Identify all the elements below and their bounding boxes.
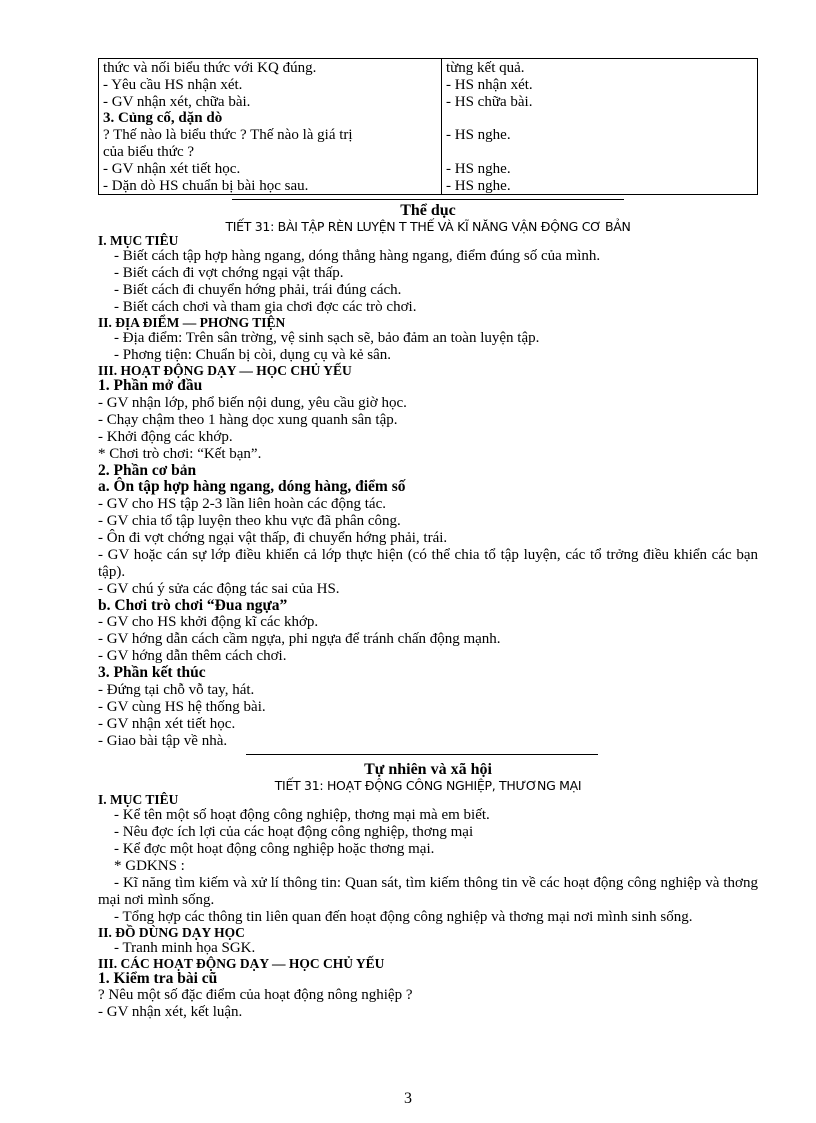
table-line: - GV nhận xét tiết học. xyxy=(103,160,241,177)
table-line: thức và nối biểu thức với KQ đúng. xyxy=(103,60,317,76)
list-item: - GV hớng dẫn cách cầm ngựa, phi ngựa để tránh chấn động mạnh. xyxy=(98,631,501,648)
list-item: - Chạy chậm theo 1 hàng dọc xung quanh sân tập. xyxy=(98,411,398,428)
list-item: - Đứng tại chỗ vỗ tay, hát. xyxy=(98,681,255,698)
section-heading: III. CÁC HOẠT ĐỘNG DẠY — HỌC CHỦ YẾU xyxy=(98,955,385,971)
subsection-heading: 2. Phần cơ bản xyxy=(98,461,197,479)
list-item: - Nêu đợc ích lợi của các hoạt động công nghiệp, thơng mại xyxy=(114,823,474,840)
list-item: - GV nhận xét, kết luận. xyxy=(98,1004,243,1021)
lesson-title: TIẾT 31: BÀI TẬP RÈN LUYỆN T THẾ VÀ KĨ NĂNG VẬN ĐỘNG CƠ BẢN xyxy=(225,219,631,235)
section-heading: II. ĐỒ DÙNG DẠY HỌC xyxy=(98,924,245,940)
subject-title: Thể dục xyxy=(400,202,456,220)
subject-title: Tự nhiên và xã hội xyxy=(364,760,492,778)
list-item: - GV hớng dẫn thêm cách chơi. xyxy=(98,648,287,665)
list-item: - Khởi động các khớp. xyxy=(98,428,233,445)
list-item: - Biết cách đi vợt chớng ngại vật thấp. xyxy=(114,265,344,282)
list-item: ? Nêu một số đặc điểm của hoạt động nông nghiệp ? xyxy=(98,987,413,1004)
table-line xyxy=(446,110,753,127)
page-number: 3 xyxy=(404,1090,412,1107)
section-heading: I. MỤC TIÊU xyxy=(98,791,179,807)
table-line: - Dặn dò HS chuẩn bị bài học sau. xyxy=(103,177,309,194)
table-line: - HS chữa bài. xyxy=(446,93,533,110)
table-line xyxy=(446,144,753,161)
list-item: - Ôn đi vợt chớng ngại vật thấp, đi chuyển hớng phải, trái. xyxy=(98,529,448,546)
list-item: - Phơng tiện: Chuẩn bị còi, dụng cụ và kẻ sân. xyxy=(114,347,392,364)
list-item: - GV cho HS khởi động kĩ các khớp. xyxy=(98,614,319,631)
section-divider xyxy=(246,754,598,755)
list-item: - Kể đợc một hoạt động công nghiệp hoặc thơng mại. xyxy=(114,840,435,857)
list-item: - Tranh minh họa SGK. xyxy=(114,939,256,956)
subsection-heading: b. Chơi trò chơi “Đua ngựa” xyxy=(98,596,288,614)
document-page xyxy=(98,58,758,1021)
list-item: - Kể tên một số hoạt động công nghiệp, thơng mại mà em biết. xyxy=(114,806,490,823)
list-item: - GV cùng HS hệ thống bài. xyxy=(98,698,266,715)
list-item: - Địa điểm: Trên sân trờng, vệ sinh sạch sẽ, bảo đảm an toàn luyện tập. xyxy=(114,330,540,347)
list-item: - Biết cách đi chuyển hớng phải, trái đúng cách. xyxy=(114,282,402,299)
subsection-heading: 1. Phần mở đầu xyxy=(98,377,203,395)
list-item: - GV hoặc cán sự lớp điều khiển cả lớp thực hiện (có thể chia tổ tập luyện, các tổ trởng điều khiển các bạn tập). xyxy=(98,546,758,580)
lesson-title: TIẾT 31: HOẠT ĐỘNG CÔNG NGHIỆP, THƯƠNG MẠI xyxy=(274,777,582,793)
list-item: * Chơi trò chơi: “Kết bạn”. xyxy=(98,445,262,462)
section-divider xyxy=(232,199,624,200)
table-line: - HS nghe. xyxy=(446,177,511,194)
list-item: * GDKNS : xyxy=(114,857,185,874)
lesson-activity-table xyxy=(98,58,758,195)
list-item: - GV chia tổ tập luyện theo khu vực đã phân công. xyxy=(98,512,401,529)
subsection-heading: 1. Kiểm tra bài cũ xyxy=(98,969,218,987)
table-line: từng kết quả. xyxy=(446,60,525,76)
list-item: - Biết cách chơi và tham gia chơi đợc các trò chơi. xyxy=(114,299,417,316)
list-item: - Giao bài tập về nhà. xyxy=(98,732,228,749)
table-line: - GV nhận xét, chữa bài. xyxy=(103,93,251,110)
table-row xyxy=(99,59,758,195)
subsection-heading: 3. Phần kết thúc xyxy=(98,664,206,682)
table-line: - Yêu cầu HS nhận xét. xyxy=(103,76,243,93)
table-line: - HS nhận xét. xyxy=(446,76,533,93)
table-line: ? Thế nào là biểu thức ? Thế nào là giá trị xyxy=(103,127,353,144)
teacher-activity-cell xyxy=(99,59,442,195)
section-heading: II. ĐỊA ĐIỂM — PHƠNG TIỆN xyxy=(98,315,286,331)
list-item: - GV nhận xét tiết học. xyxy=(98,715,236,732)
student-activity-cell xyxy=(442,59,758,195)
table-line: - HS nghe. xyxy=(446,160,511,177)
list-item: - GV chú ý sửa các động tác sai của HS. xyxy=(98,580,340,597)
table-heading: 3. Củng cố, dặn dò xyxy=(103,110,223,127)
list-item: - Kĩ năng tìm kiếm và xử lí thông tin: Quan sát, tìm kiếm thông tin về các hoạt động công nghiệp và thơng mại nơi mình sống. xyxy=(98,874,758,908)
table-line: - HS nghe. xyxy=(446,127,511,144)
list-item: - GV nhận lớp, phổ biến nội dung, yêu cầu giờ học. xyxy=(98,394,407,411)
list-item: - GV cho HS tập 2-3 lần liên hoàn các động tác. xyxy=(98,495,386,512)
section-heading: I. MỤC TIÊU xyxy=(98,233,179,249)
list-item: - Tổng hợp các thông tin liên quan đến hoạt động công nghiệp và thơng mại nơi mình sinh sống. xyxy=(114,908,693,925)
subsection-heading: a. Ôn tập hợp hàng ngang, dóng hàng, điểm số xyxy=(98,478,406,496)
table-line: của biểu thức ? xyxy=(103,143,195,160)
pe-section xyxy=(98,202,758,750)
list-item: - Biết cách tập hợp hàng ngang, dóng thẳng hàng ngang, điểm đúng số của mình. xyxy=(114,248,601,265)
science-section xyxy=(98,761,758,1022)
section-heading: III. HOẠT ĐỘNG DẠY — HỌC CHỦ YẾU xyxy=(98,363,352,379)
